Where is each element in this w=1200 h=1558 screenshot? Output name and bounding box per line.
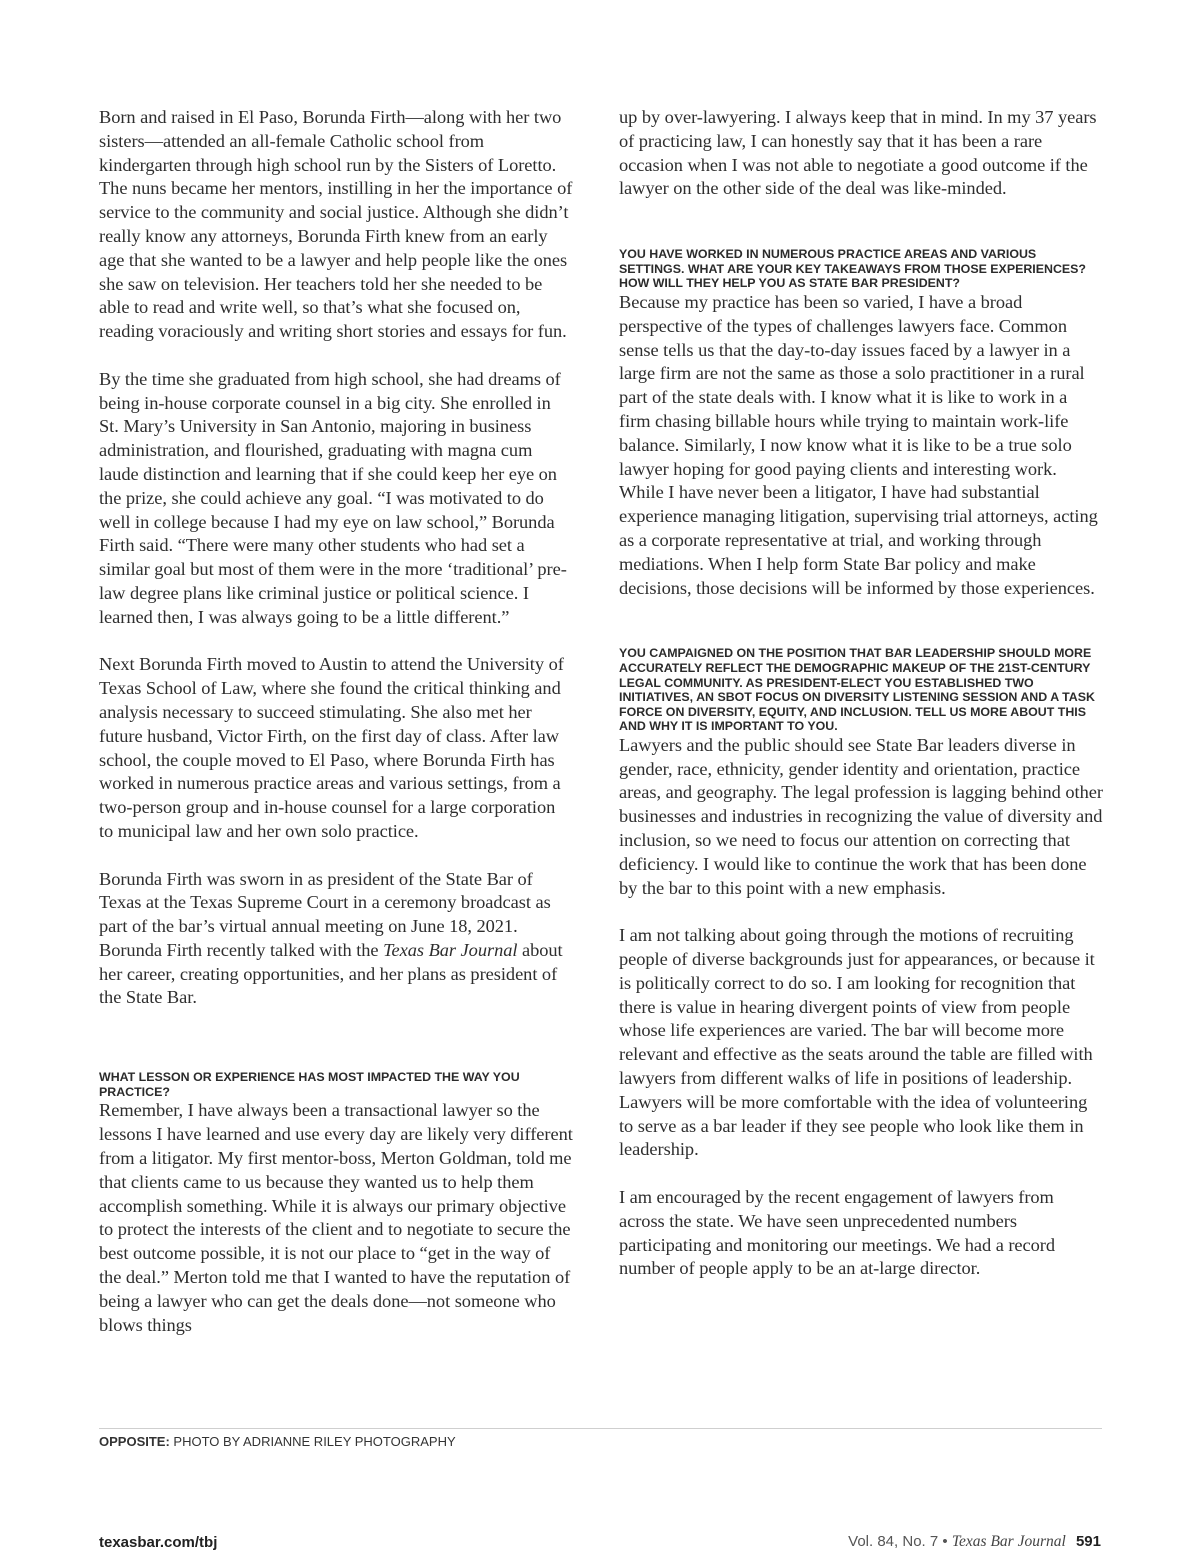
footer-issue-info [848, 1533, 1101, 1551]
right-column [619, 106, 1103, 1281]
answer-1-continued: up by over-lawyering. I always keep that in mind. In my 37 years of practicing law, I can honestly say that it has been a rare occasion when I was not able to negotiate a good outcome if the lawyer on the other side of the deal was like-minded. [619, 107, 1097, 199]
question-heading-3: YOU CAMPAIGNED ON THE POSITION THAT BAR LEADERSHIP SHOULD MORE ACCURATELY REFLECT THE DEMOGRAPHIC MAKEUP OF THE 21ST-CENTURY LEGAL COMMUNITY. AS PRESIDENT-ELECT YOU ESTABLISHED TWO INITIATIVES, AN SBOT FOCUS ON DIVERSITY LISTENING SESSION AND A TASK FORCE ON DIVERSITY, EQUITY, AND INCLUSION. TELL US MORE ABOUT THIS AND WHY IT IS IMPORTANT TO YOU. [619, 646, 1095, 734]
footer-url[interactable]: texasbar.com/tbj [99, 1534, 218, 1551]
paragraph-sworn-in [99, 868, 573, 1011]
paragraph-law-school: Next Borunda Firth moved to Austin to attend the University of Texas School of Law, where she found the critical thinking and analysis necessary to succeed stimulating. She also met her future husband, Victor Firth, on the first day of class. After law school, the couple moved to El Paso, where Borunda Firth has worked in numerous practice areas and various settings, from a two-person group and in-house counsel for a large corporation to municipal law and her own solo practice. [99, 654, 564, 841]
question-heading-2: YOU HAVE WORKED IN NUMEROUS PRACTICE AREAS AND VARIOUS SETTINGS. WHAT ARE YOUR KEY TAKEAWAYS FROM THOSE EXPERIENCES? HOW WILL THEY HELP YOU AS STATE BAR PRESIDENT? [619, 247, 1086, 291]
photo-credit [99, 1434, 456, 1449]
paragraph-sworn-in-text-a: Borunda Firth was sworn in as president of the State Bar of Texas at the Texas Supreme Court in a ceremony broadcast as part of the bar’s virtual annual meeting on June 18, 2021. Borunda Firth recently talked with the [99, 868, 551, 960]
photo-credit-label: OPPOSITE: [99, 1434, 170, 1449]
paragraph-early-life: Born and raised in El Paso, Borunda Firth—along with her two sisters—attended an all-female Catholic school from kindergarten through high school run by the Sisters of Loretto. The nuns became her mentors, instilling in her the importance of service to the community and social justice. Although she didn’t really know any attorneys, Borunda Firth knew from an early age that she wanted to be a lawyer and help people like the ones she saw on television. Her teachers told her she needed to be able to read and write well, so that’s what she focused on, reading voraciously and writing short stories and essays for fun. [99, 107, 573, 342]
answer-3-paragraph-3: I am encouraged by the recent engagement of lawyers from across the state. We have seen unprecedented numbers participating and monitoring our meetings. We had a record number of people apply to be an at-large director. [619, 1187, 1056, 1279]
paragraph-college: By the time she graduated from high school, she had dreams of being in-house corporate counsel in a big city. She enrolled in St. Mary’s University in San Antonio, majoring in business administration, and flourished, graduating with magna cum laude distinction and learning that if she could keep her eye on the prize, she could achieve any goal. “I was motivated to do well in college because I had my eye on law school,” Borunda Firth said. “There were many other students who had set a similar goal but most of them were in the more ‘traditional’ pre-law degree plans like criminal justice or political science. I learned then, I was always going to be a little different.” [99, 368, 567, 627]
paragraph-sworn-in-text-b: about her career, creating opportunities, and her plans as president of the State Bar. [99, 939, 563, 1008]
question-heading-1: WHAT LESSON OR EXPERIENCE HAS MOST IMPACTED THE WAY YOU PRACTICE? [99, 1070, 520, 1099]
answer-3-paragraph-1: Lawyers and the public should see State Bar leaders diverse in gender, race, ethnicity, gender identity and orientation, practice areas, and geography. The legal profession is lagging behind other businesses and industries in recognizing the value of diversity and inclusion, so we need to focus our attention on correcting that deficiency. I would like to continue the work that has been done by the bar to this point with a new emphasis. [619, 734, 1103, 898]
footer-bullet: • [942, 1533, 948, 1550]
answer-1: Remember, I have always been a transactional lawyer so the lessons I have learned and use every day are likely very different from a litigator. My first mentor-boss, Merton Goldman, told me that clients came to us because they wanted us to help them accomplish something. While it is always our primary objective to protect the interests of the client and to negotiate to secure the best outcome possible, it is not our place to “get in the way of the deal.” Merton told me that I wanted to have the reputation of being a lawyer who can get the deals done—not someone who blows things [99, 1100, 573, 1335]
answer-3-paragraph-2: I am not talking about going through the motions of recruiting people of diverse backgrounds just for appearances, or because it is politically correct to do so. I am looking for recognition that there is value in hearing divergent points of view from people whose life experiences are varied. The bar will become more relevant and effective as the seats around the table are filled with lawyers from different walks of life in positions of leadership. Lawyers will be more comfortable with the idea of volunteering to serve as a bar leader if they see people who look like them in leadership. [619, 925, 1095, 1160]
page-number: 591 [1075, 1533, 1101, 1550]
journal-title-italic: Texas Bar Journal [383, 939, 518, 960]
answer-2: Because my practice has been so varied, I have a broad perspective of the types of challenges lawyers face. Common sense tells us that the day-to-day issues faced by a lawyer in a large firm are not the same as those a solo practitioner in a rural part of the state deals with. I know what it is like to work in a firm chasing billable hours while trying to maintain work-life balance. Similarly, I now know what it is like to be a true solo lawyer hoping for good paying clients and interesting work. While I have never been a litigator, I have had substantial experience managing litigation, supervising trial attorneys, acting as a corporate representative at trial, and working through mediations. When I help form State Bar policy and make decisions, those decisions will be informed by those experiences. [619, 291, 1098, 598]
divider-rule [99, 1428, 1102, 1429]
footer-journal-name: Texas Bar Journal [951, 1533, 1066, 1550]
footer-volume: Vol. 84, No. 7 [848, 1533, 939, 1550]
left-column [99, 106, 573, 1337]
photo-credit-text: PHOTO BY ADRIANNE RILEY PHOTOGRAPHY [169, 1434, 456, 1449]
